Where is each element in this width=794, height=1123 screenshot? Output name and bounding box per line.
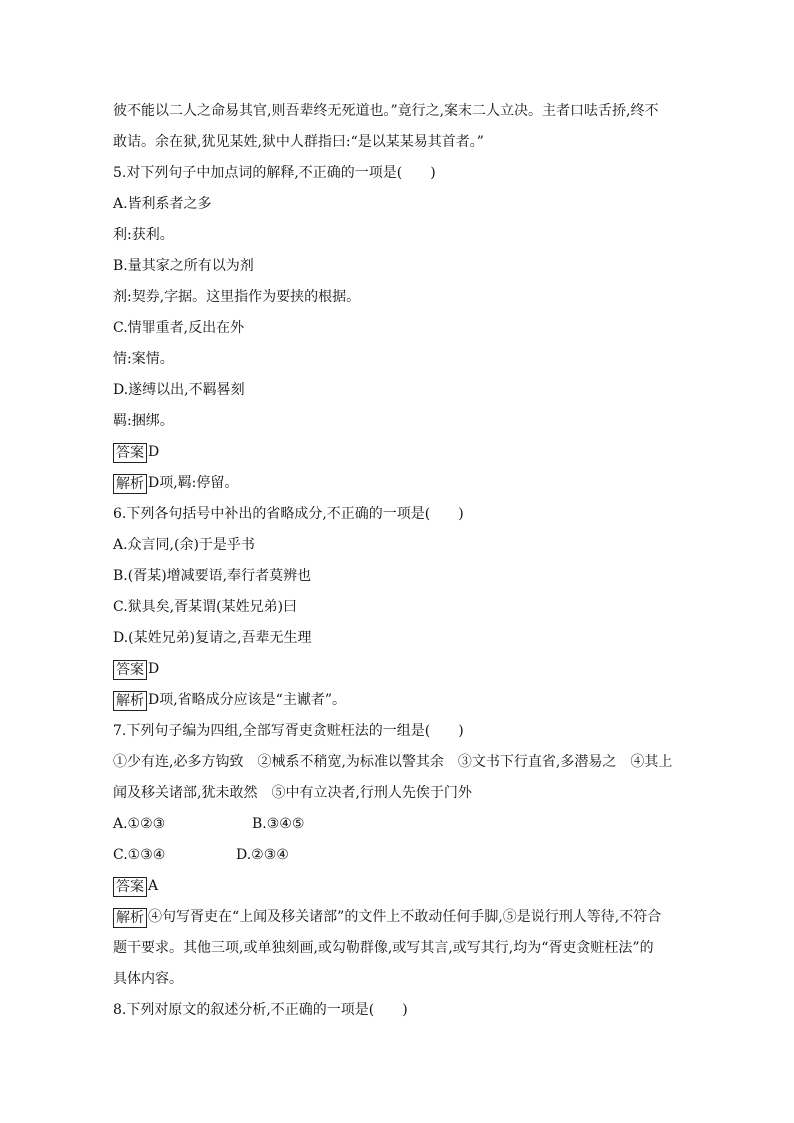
option-b: B.③④⑤ bbox=[252, 816, 305, 832]
options-row-2 bbox=[113, 840, 693, 871]
option-c: C.情罪重者,反出在外 bbox=[113, 320, 245, 336]
answer-tag: 答案 bbox=[113, 877, 147, 897]
option-b: B.量其家之所有以为剂 bbox=[113, 258, 254, 274]
answer-row bbox=[113, 654, 693, 685]
analysis-text: D项,省略成分应该是“主谳者”。 bbox=[148, 692, 346, 708]
analysis-tag: 解析 bbox=[113, 908, 147, 928]
analysis-tag: 解析 bbox=[113, 474, 147, 494]
answer-value: D bbox=[148, 444, 160, 460]
option-d: D.(某姓兄弟)复请之,吾辈无生理 bbox=[113, 630, 312, 646]
question-5-stem: 5.对下列句子中加点词的解释,不正确的一项是( ) bbox=[113, 165, 436, 181]
option-a: A.皆利系者之多 bbox=[113, 196, 212, 212]
option-d-explanation: 羁:捆绑。 bbox=[113, 413, 174, 429]
question-7-stem: 7.下列句子编为四组,全部写胥吏贪赃枉法的一组是( ) bbox=[113, 723, 464, 739]
options-row-1 bbox=[113, 809, 693, 840]
analysis-text: ④句写胥吏在“上闻及移关诸部”的文件上不敢动任何手脚,⑤是说行刑人等待,不符合 bbox=[148, 909, 662, 925]
question-6-stem: 6.下列各句括号中补出的省略成分,不正确的一项是( ) bbox=[113, 506, 464, 522]
question-7-items: ①少有连,必多方钩致 ②械系不稍宽,为标准以警其余 ③文书下行直省,多潜易之 ④其上 bbox=[113, 754, 673, 770]
option-d: D.②③④ bbox=[236, 847, 289, 863]
analysis-text: 具体内容。 bbox=[113, 971, 183, 987]
option-c-explanation: 情:案情。 bbox=[113, 351, 174, 367]
question-8-stem: 8.下列对原文的叙述分析,不正确的一项是( ) bbox=[113, 1002, 408, 1018]
analysis-row bbox=[113, 685, 693, 716]
answer-tag: 答案 bbox=[113, 443, 147, 463]
analysis-row bbox=[113, 468, 693, 499]
document-page bbox=[113, 96, 693, 1026]
question-7-items: 闻及移关诸部,犹未敢然 ⑤中有立决者,行刑人先俟于门外 bbox=[113, 785, 472, 801]
analysis-text: 题干要求。其他三项,或单独刻画,或勾勒群像,或写其言,或写其行,均为“胥吏贪赃枉法”的 bbox=[113, 940, 654, 956]
answer-tag: 答案 bbox=[113, 660, 147, 680]
option-d: D.遂缚以出,不羁晷刻 bbox=[113, 382, 245, 398]
option-c: C.狱具矣,胥某谓(某姓兄弟)曰 bbox=[113, 599, 298, 615]
answer-value: D bbox=[148, 661, 160, 677]
option-b: B.(胥某)增减要语,奉行者莫辨也 bbox=[113, 568, 312, 584]
analysis-text: D项,羁:停留。 bbox=[148, 475, 239, 491]
option-a-explanation: 利:获利。 bbox=[113, 227, 174, 243]
option-c: C.①③④ bbox=[113, 847, 166, 863]
option-a: A.众言同,(余)于是乎书 bbox=[113, 537, 255, 553]
answer-row bbox=[113, 437, 693, 468]
answer-value: A bbox=[148, 878, 159, 894]
analysis-tag: 解析 bbox=[113, 691, 147, 711]
option-a: A.①②③ bbox=[113, 816, 166, 832]
analysis-row bbox=[113, 902, 693, 933]
option-b-explanation: 剂:契券,字据。这里指作为要挟的根据。 bbox=[113, 289, 361, 305]
answer-row bbox=[113, 871, 693, 902]
passage-line: 敢诘。余在狱,犹见某姓,狱中人群指曰:“是以某某易其首者。” bbox=[113, 134, 484, 150]
passage-line: 彼不能以二人之命易其官,则吾辈终无死道也。”竟行之,案末二人立决。主者口呿舌挢,终不 bbox=[113, 103, 659, 119]
